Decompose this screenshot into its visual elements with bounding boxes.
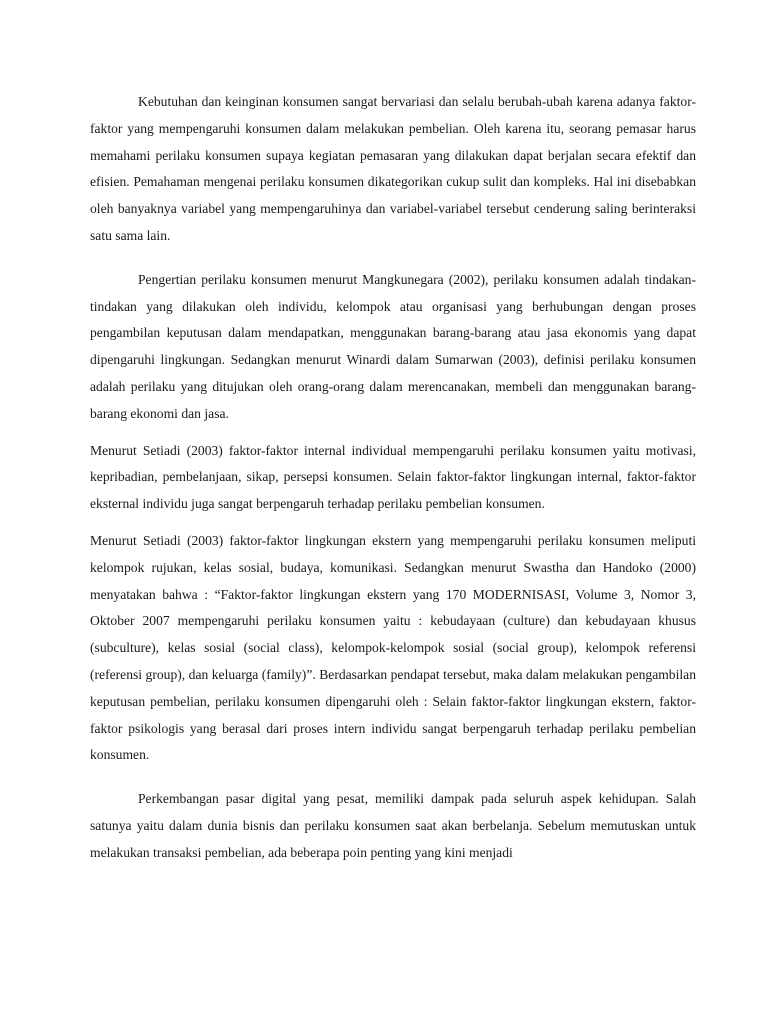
paragraph-consumer-behavior-definition: Pengertian perilaku konsumen menurut Mangkunegara (2002), perilaku konsumen adalah tindakan-tindakan yang dilakukan oleh individu, kelompok atau organisasi yang berhubungan dengan proses pengambilan keputusan dalam mendapatkan, menggunakan barang-barang atau jasa ekonomis yang dapat dipengaruhi lingkungan. Sedangkan menurut Winardi dalam Sumarwan (2003), definisi perilaku konsumen adalah perilaku yang ditujukan oleh orang-orang dalam merencanakan, membeli dan menggunakan barang-barang ekonomi dan jasa. (90, 271, 696, 421)
paragraph-digital-market: Perkembangan pasar digital yang pesat, memiliki dampak pada seluruh aspek kehidupan. Salah satunya yaitu dalam dunia bisnis dan perilaku konsumen saat akan berbelanja. Sebelum memutuskan untuk melakukan transaksi pembelian, ada beberapa poin penting yang kini menjadi (90, 791, 696, 860)
paragraph-external-factors: Menurut Setiadi (2003) faktor-faktor lingkungan ekstern yang mempengaruhi perilaku konsumen meliputi kelompok rujukan, kelas sosial, budaya, komunikasi. Sedangkan menurut Swastha dan Handoko (2000) menyatakan bahwa : “Faktor-faktor lingkungan ekstern yang 170 MODERNISASI, Volume 3, Nomor 3, Oktober 2007 mempengaruhi perilaku konsumen yaitu : kebudayaan (culture) dan kebudayaan khusus (subculture), kelas sosial (social class), kelompok-kelompok sosial (social group), kelompok referensi (referensi group), dan keluarga (family)”. Berdasarkan pendapat tersebut, maka dalam melakukan pengambilan keputusan pembelian, perilaku konsumen dipengaruhi oleh : Selain faktor-faktor lingkungan ekstern, faktor-faktor psikologis yang berasal dari proses intern individu sangat berpengaruh terhadap perilaku pembelian konsumen. (90, 532, 696, 763)
paragraph-consumer-needs: Kebutuhan dan keinginan konsumen sangat bervariasi dan selalu berubah-ubah karena adanya faktor-faktor yang mempengaruhi konsumen dalam melakukan pembelian. Oleh karena itu, seorang pemasar harus memahami perilaku konsumen supaya kegiatan pemasaran yang dilakukan dapat berjalan secara efektif dan efisien. Pemahaman mengenai perilaku konsumen dikategorikan cukup sulit dan kompleks. Hal ini disebabkan oleh banyaknya variabel yang mempengaruhinya dan variabel-variabel tersebut cenderung saling berinteraksi satu sama lain. (90, 94, 696, 243)
paragraph-internal-factors: Menurut Setiadi (2003) faktor-faktor internal individual mempengaruhi perilaku konsumen yaitu motivasi, kepribadian, pembelanjaan, sikap, persepsi konsumen. Selain faktor-faktor lingkungan internal, faktor-faktor eksternal individu juga sangat berpengaruh terhadap perilaku pembelian konsumen. (90, 442, 696, 512)
